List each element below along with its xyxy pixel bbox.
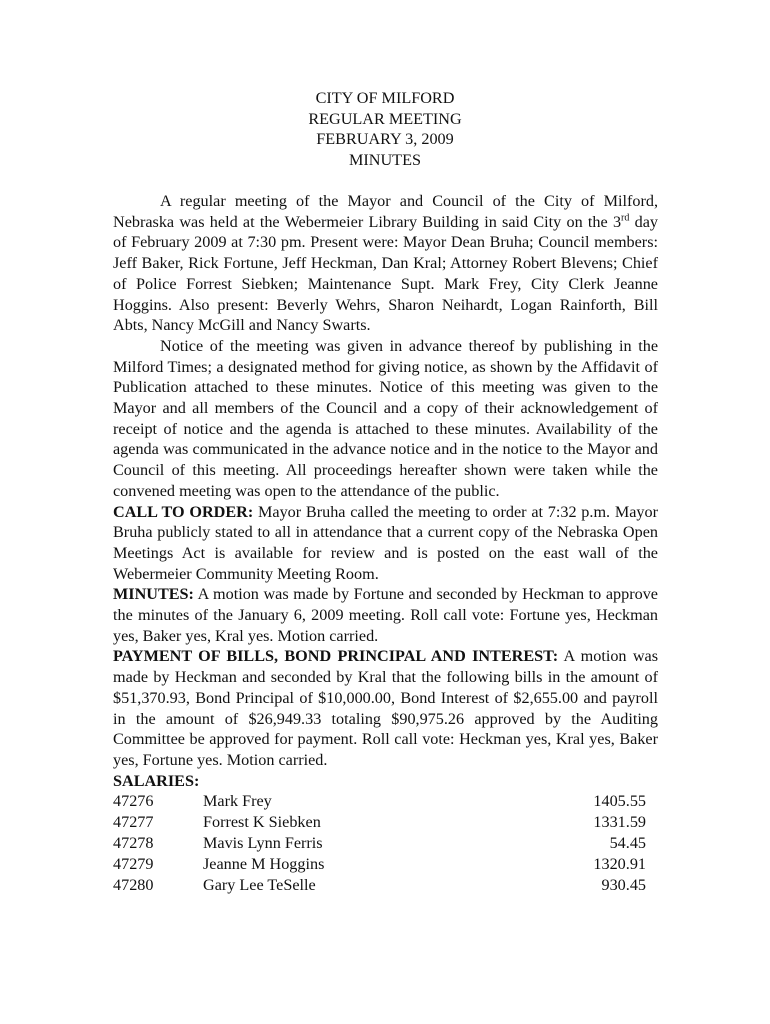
minutes-text: A motion was made by Fortune and seconded by Heckman to approve the minutes of the January 6, 2009 meeting. Roll call vote: Fortune yes, Heckman yes, Baker yes, Kral yes. Motion carried. bbox=[113, 585, 658, 645]
table-row bbox=[113, 875, 658, 896]
payment-heading: PAYMENT OF BILLS, BOND PRINCIPAL AND INTEREST: bbox=[113, 647, 559, 666]
payment-text: A motion was made by Heckman and seconded by Kral that the following bills in the amount of $51,370.93, Bond Principal of $10,000.00, Bond Interest of $2,655.00 and payroll in the amount of $26,949.33 totaling $90,975.26 approved by the Auditing Committee be approved for payment. Roll call vote: Heckman yes, Kral yes, Baker yes, Fortune yes. Motion carried. bbox=[113, 647, 658, 769]
payment-amount: 1405.55 bbox=[593, 792, 646, 811]
notice-paragraph: Notice of the meeting was given in advance thereof by publishing in the Milford Times; a designated method for giving notice, as shown by the Affidavit of Publication attached to these minutes. Notice of this meeting was given to the Mayor and all members of the Council and a copy of their acknowledgement of receipt of notice and the agenda is attached to these minutes. Availability of the agenda was communicated in the advance notice and in the notice to the Mayor and Council of this meeting. All proceedings hereafter shown were taken while the convened meeting was open to the attendance of the public. bbox=[113, 336, 658, 500]
header-minutes: MINUTES bbox=[349, 150, 421, 169]
payee-name: Mark Frey bbox=[203, 792, 272, 811]
payee-name: Mavis Lynn Ferris bbox=[203, 833, 323, 852]
check-number: 47277 bbox=[113, 813, 154, 832]
payment-amount: 54.45 bbox=[609, 833, 646, 852]
payment-amount: 930.45 bbox=[601, 875, 646, 894]
call-to-order-heading: CALL TO ORDER: bbox=[113, 502, 254, 521]
payment-amount: 1320.91 bbox=[593, 854, 646, 873]
header-date: FEBRUARY 3, 2009 bbox=[316, 130, 454, 148]
payment-amount: 1331.59 bbox=[593, 813, 646, 832]
header-meeting-type: REGULAR MEETING bbox=[308, 109, 462, 128]
salaries-table bbox=[113, 791, 658, 895]
payment-paragraph bbox=[113, 646, 658, 770]
check-number: 47279 bbox=[113, 854, 154, 873]
intro-paragraph bbox=[113, 191, 658, 336]
call-to-order-text: Mayor Bruha called the meeting to order at 7:32 p.m. Mayor Bruha publicly stated to all in attendance that a current copy of the Nebraska Open Meetings Act is available for review and is posted on the east wall of the Webermeier Community Meeting Room. bbox=[113, 502, 658, 583]
table-row bbox=[113, 833, 658, 854]
header-city: CITY OF MILFORD bbox=[315, 89, 455, 107]
document-body bbox=[113, 191, 658, 895]
check-number: 47278 bbox=[113, 833, 154, 852]
intro-superscript: rd bbox=[621, 212, 630, 224]
check-number: 47276 bbox=[113, 792, 154, 811]
table-row bbox=[113, 854, 658, 875]
payee-name: Forrest K Siebken bbox=[203, 813, 321, 832]
payee-name: Jeanne M Hoggins bbox=[203, 854, 325, 873]
check-number: 47280 bbox=[113, 875, 154, 894]
minutes-paragraph bbox=[113, 584, 658, 646]
intro-text-part1: A regular meeting of the Mayor and Council of the City of Milford, Nebraska was held at the Webermeier Library Building in said City on the 3 bbox=[113, 192, 658, 231]
table-row bbox=[113, 791, 658, 812]
intro-text-part2: day of February 2009 at 7:30 pm. Present were: Mayor Dean Bruha; Council members: Jeff Baker, Rick Fortune, Jeff Heckman, Dan Kral; Attorney Robert Blevens; Chief of Police Forrest Siebken; Maintenance Supt. Mark Frey, City Clerk Jeanne Hoggins. Also present: Beverly Wehrs, Sharon Neihardt, Logan Rainforth, Bill Abts, Nancy McGill and Nancy Swarts. bbox=[113, 212, 659, 335]
salaries-heading: SALARIES: bbox=[113, 771, 200, 790]
table-row bbox=[113, 812, 658, 833]
call-to-order-paragraph bbox=[113, 502, 658, 585]
minutes-heading: MINUTES: bbox=[113, 585, 194, 604]
document-header bbox=[0, 88, 770, 170]
payee-name: Gary Lee TeSelle bbox=[203, 875, 316, 894]
